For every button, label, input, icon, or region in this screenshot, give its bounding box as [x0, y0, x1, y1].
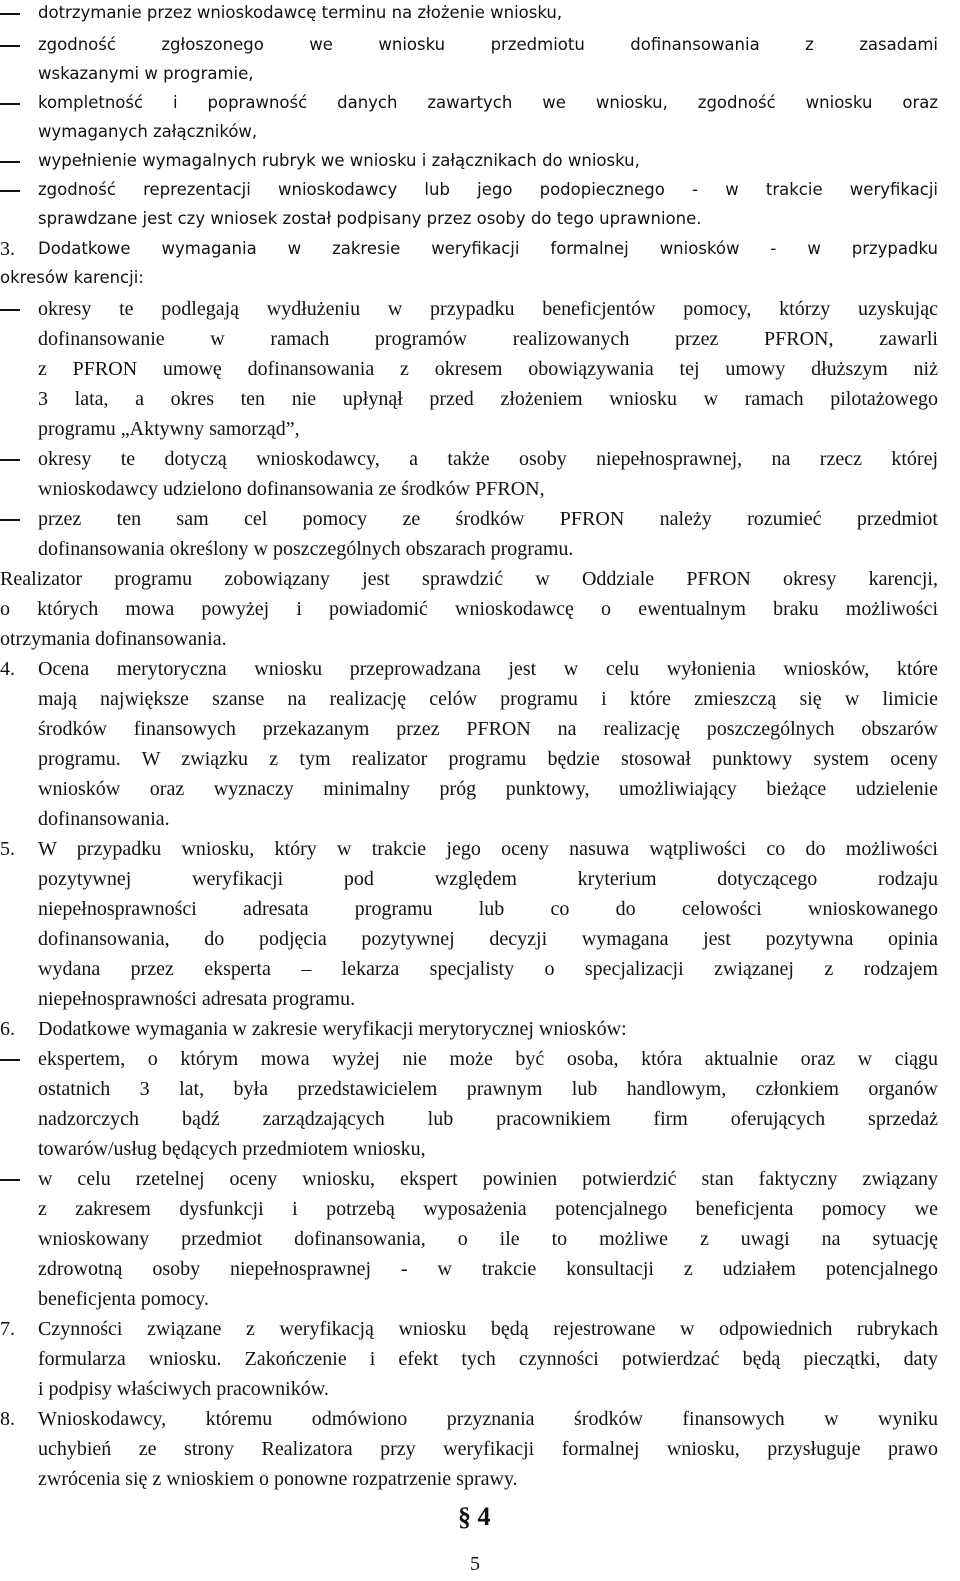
- section-heading: § 4: [458, 1502, 491, 1531]
- paragraph-line: niepełnosprawności adresata programu lub co do celowości wnioskowanego: [38, 898, 938, 920]
- list-dash: [0, 103, 20, 105]
- point-number: 3.: [0, 238, 15, 260]
- list-item-line: sprawdzane jest czy wniosek został podpisany przez osoby do tego uprawnione.: [38, 209, 702, 228]
- paragraph-line: i podpisy właściwych pracowników.: [38, 1378, 329, 1400]
- list-dash: [0, 45, 20, 47]
- paragraph-line: dofinansowania, do podjęcia pozytywnej decyzji wymagana jest pozytywna opinia: [38, 928, 938, 950]
- list-item-line: w celu rzetelnej oceny wniosku, ekspert powinien potwierdzić stan faktyczny związany: [38, 1168, 938, 1190]
- point-number: 6.: [0, 1018, 15, 1040]
- point-number: 4.: [0, 658, 15, 680]
- list-dash: [0, 519, 20, 521]
- list-item-line: wypełnienie wymagalnych rubryk we wniosku i załącznikach do wniosku,: [38, 151, 640, 170]
- list-item-line: przez ten sam cel pomocy ze środków PFRON należy rozumieć przedmiot: [38, 508, 938, 530]
- paragraph-line: wniosków oraz wyznaczy minimalny próg punktowy, umożliwiający bieżące udzielenie: [38, 778, 938, 800]
- paragraph-line: Dodatkowe wymagania w zakresie weryfikacji formalnej wniosków - w przypadku: [38, 239, 938, 258]
- list-item-line: wnioskodawcy udzielono dofinansowania ze środków PFRON,: [38, 478, 545, 500]
- paragraph-line: otrzymania dofinansowania.: [0, 628, 227, 650]
- paragraph-line: Ocena merytoryczna wniosku przeprowadzana jest w celu wyłonienia wniosków, które: [38, 658, 938, 680]
- paragraph-line: wydana przez eksperta – lekarza specjalisty o specjalizacji związanej z rodzajem: [38, 958, 938, 980]
- list-item-line: nadzorczych bądź zarządzających lub pracownikiem firm oferujących sprzedaż: [38, 1108, 938, 1130]
- point-number: 7.: [0, 1318, 15, 1340]
- paragraph-line: W przypadku wniosku, który w trakcie jego oceny nasuwa wątpliwości co do możliwości: [38, 838, 938, 860]
- page-number: 5: [470, 1553, 480, 1575]
- paragraph-line: Wnioskodawcy, któremu odmówiono przyznania środków finansowych w wyniku: [38, 1408, 938, 1430]
- list-item-line: ekspertem, o którym mowa wyżej nie może być osoba, która aktualnie oraz w ciągu: [38, 1048, 938, 1070]
- paragraph-line: zwrócenia się z wnioskiem o ponowne rozpatrzenie sprawy.: [38, 1468, 518, 1490]
- paragraph-line: uchybień ze strony Realizatora przy weryfikacji formalnej wniosku, przysługuje prawo: [38, 1438, 938, 1460]
- point-number: 8.: [0, 1408, 15, 1430]
- paragraph-line: dofinansowania.: [38, 808, 170, 830]
- paragraph-line: o których mowa powyżej i powiadomić wnioskodawcę o ewentualnym braku możliwości: [0, 598, 938, 620]
- list-item-line: programu „Aktywny samorząd”,: [38, 418, 300, 440]
- list-item-line: okresy te dotyczą wnioskodawcy, a także osoby niepełnosprawnej, na rzecz której: [38, 448, 938, 470]
- list-dash: [0, 1059, 20, 1061]
- list-item-line: 3 lata, a okres ten nie upłynął przed złożeniem wniosku w ramach pilotażowego: [38, 388, 938, 410]
- paragraph-line: Czynności związane z weryfikacją wniosku będą rejestrowane w odpowiednich rubrykach: [38, 1318, 938, 1340]
- list-dash: [0, 161, 20, 163]
- paragraph-line: środków finansowych przekazanym przez PFRON na realizację poszczególnych obszarów: [38, 718, 938, 740]
- list-item-line: zgodność reprezentacji wnioskodawcy lub jego podopiecznego - w trakcie weryfikacji: [38, 180, 938, 199]
- list-item-line: z PFRON umowę dofinansowania z okresem obowiązywania tej umowy dłuższym niż: [38, 358, 938, 380]
- list-dash: [0, 1179, 20, 1181]
- point-number: 5.: [0, 838, 15, 860]
- list-item-line: z zakresem dysfunkcji i potrzebą wyposażenia potencjalnego beneficjenta pomocy we: [38, 1198, 938, 1220]
- list-dash: [0, 190, 20, 192]
- list-item-line: wskazanymi w programie,: [38, 64, 254, 83]
- list-item-line: wnioskowany przedmiot dofinansowania, o ile to możliwe z uwagi na sytuację: [38, 1228, 938, 1250]
- list-item-line: okresy te podlegają wydłużeniu w przypadku beneficjentów pomocy, którzy uzyskując: [38, 298, 938, 320]
- list-item-line: dotrzymanie przez wnioskodawcę terminu na złożenie wniosku,: [38, 3, 563, 22]
- list-dash: [0, 13, 20, 15]
- list-dash: [0, 459, 20, 461]
- paragraph-line: niepełnosprawności adresata programu.: [38, 988, 356, 1010]
- paragraph-line: pozytywnej weryfikacji pod względem kryterium dotyczącego rodzaju: [38, 868, 938, 890]
- list-item-line: dofinansowania określony w poszczególnych obszarach programu.: [38, 538, 574, 560]
- list-dash: [0, 309, 20, 311]
- list-item-line: wymaganych załączników,: [38, 122, 258, 141]
- list-item-line: kompletność i poprawność danych zawartych we wniosku, zgodność wniosku oraz: [38, 93, 938, 112]
- list-item-line: towarów/usług będących przedmiotem wniosku,: [38, 1138, 426, 1160]
- paragraph-line: Dodatkowe wymagania w zakresie weryfikacji merytorycznej wniosków:: [38, 1018, 627, 1040]
- paragraph-line: Realizator programu zobowiązany jest sprawdzić w Oddziale PFRON okresy karencji,: [0, 568, 938, 590]
- paragraph-line: okresów karencji:: [0, 268, 144, 287]
- list-item-line: beneficjenta pomocy.: [38, 1288, 209, 1310]
- list-item-line: zdrowotną osoby niepełnosprawnej - w trakcie konsultacji z udziałem potencjalnego: [38, 1258, 938, 1280]
- paragraph-line: mają największe szanse na realizację celów programu i które zmieszczą się w limicie: [38, 688, 938, 710]
- paragraph-line: programu. W związku z tym realizator programu będzie stosował punktowy system oceny: [38, 748, 938, 770]
- list-item-line: dofinansowanie w ramach programów realizowanych przez PFRON, zawarli: [38, 328, 938, 350]
- list-item-line: ostatnich 3 lat, była przedstawicielem prawnym lub handlowym, członkiem organów: [38, 1078, 938, 1100]
- list-item-line: zgodność zgłoszonego we wniosku przedmiotu dofinansowania z zasadami: [38, 35, 938, 54]
- paragraph-line: formularza wniosku. Zakończenie i efekt tych czynności potwierdzać będą pieczątki, daty: [38, 1348, 938, 1370]
